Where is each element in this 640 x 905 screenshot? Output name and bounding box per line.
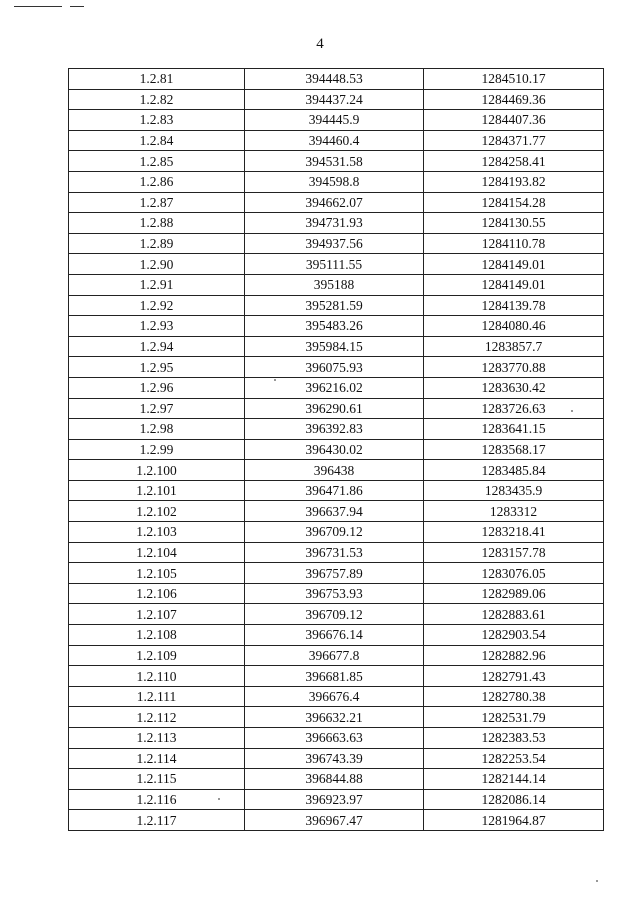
table-row <box>69 625 604 646</box>
y-coordinate-cell: 1284149.01 <box>424 254 604 275</box>
point-number-cell: 1.2.101 <box>69 480 245 501</box>
point-number-cell: 1.2.97 <box>69 398 245 419</box>
table-row <box>69 542 604 563</box>
table-row <box>69 686 604 707</box>
point-number-cell: 1.2.109 <box>69 645 245 666</box>
table-row <box>69 171 604 192</box>
y-coordinate-cell: 1282086.14 <box>424 789 604 810</box>
x-coordinate-cell: 396709.12 <box>245 604 424 625</box>
y-coordinate-cell: 1284510.17 <box>424 69 604 90</box>
table-row <box>69 501 604 522</box>
point-number-cell: 1.2.100 <box>69 460 245 481</box>
table-row <box>69 583 604 604</box>
x-coordinate-cell: 394445.9 <box>245 110 424 131</box>
y-coordinate-cell: 1284371.77 <box>424 130 604 151</box>
y-coordinate-cell: 1284258.41 <box>424 151 604 172</box>
table-row <box>69 377 604 398</box>
y-coordinate-cell: 1283218.41 <box>424 522 604 543</box>
point-number-cell: 1.2.94 <box>69 336 245 357</box>
y-coordinate-cell: 1284149.01 <box>424 274 604 295</box>
point-number-cell: 1.2.108 <box>69 625 245 646</box>
y-coordinate-cell: 1282383.53 <box>424 728 604 749</box>
point-number-cell: 1.2.85 <box>69 151 245 172</box>
y-coordinate-cell: 1283568.17 <box>424 439 604 460</box>
table-row <box>69 398 604 419</box>
y-coordinate-cell: 1282791.43 <box>424 666 604 687</box>
x-coordinate-cell: 396731.53 <box>245 542 424 563</box>
x-coordinate-cell: 394437.24 <box>245 89 424 110</box>
table-row <box>69 769 604 790</box>
x-coordinate-cell: 396075.93 <box>245 357 424 378</box>
x-coordinate-cell: 395111.55 <box>245 254 424 275</box>
y-coordinate-cell: 1284469.36 <box>424 89 604 110</box>
point-number-cell: 1.2.88 <box>69 213 245 234</box>
y-coordinate-cell: 1283770.88 <box>424 357 604 378</box>
y-coordinate-cell: 1283076.05 <box>424 563 604 584</box>
table-row <box>69 130 604 151</box>
y-coordinate-cell: 1284407.36 <box>424 110 604 131</box>
header-rule-right <box>70 6 84 7</box>
table-row <box>69 316 604 337</box>
y-coordinate-cell: 1282989.06 <box>424 583 604 604</box>
x-coordinate-cell: 396471.86 <box>245 480 424 501</box>
x-coordinate-cell: 396923.97 <box>245 789 424 810</box>
x-coordinate-cell: 396632.21 <box>245 707 424 728</box>
point-number-cell: 1.2.96 <box>69 377 245 398</box>
x-coordinate-cell: 396392.83 <box>245 419 424 440</box>
x-coordinate-cell: 396844.88 <box>245 769 424 790</box>
table-row <box>69 110 604 131</box>
point-number-cell: 1.2.113 <box>69 728 245 749</box>
coordinates-table-body <box>69 69 604 831</box>
point-number-cell: 1.2.92 <box>69 295 245 316</box>
page-number: 4 <box>316 36 324 52</box>
scan-speck <box>274 379 276 381</box>
table-row <box>69 439 604 460</box>
x-coordinate-cell: 394598.8 <box>245 171 424 192</box>
y-coordinate-cell: 1284080.46 <box>424 316 604 337</box>
scan-speck <box>218 798 220 800</box>
point-number-cell: 1.2.112 <box>69 707 245 728</box>
point-number-cell: 1.2.87 <box>69 192 245 213</box>
header-rule-left <box>14 6 62 7</box>
point-number-cell: 1.2.110 <box>69 666 245 687</box>
point-number-cell: 1.2.104 <box>69 542 245 563</box>
table-row <box>69 254 604 275</box>
table-row <box>69 233 604 254</box>
x-coordinate-cell: 396753.93 <box>245 583 424 604</box>
point-number-cell: 1.2.103 <box>69 522 245 543</box>
table-row <box>69 810 604 831</box>
point-number-cell: 1.2.84 <box>69 130 245 151</box>
y-coordinate-cell: 1282144.14 <box>424 769 604 790</box>
table-row <box>69 192 604 213</box>
header-rule-marks <box>14 6 84 8</box>
y-coordinate-cell: 1283435.9 <box>424 480 604 501</box>
y-coordinate-cell: 1283641.15 <box>424 419 604 440</box>
x-coordinate-cell: 395281.59 <box>245 295 424 316</box>
y-coordinate-cell: 1282253.54 <box>424 748 604 769</box>
point-number-cell: 1.2.114 <box>69 748 245 769</box>
y-coordinate-cell: 1283312 <box>424 501 604 522</box>
point-number-cell: 1.2.89 <box>69 233 245 254</box>
x-coordinate-cell: 396743.39 <box>245 748 424 769</box>
table-row <box>69 522 604 543</box>
point-number-cell: 1.2.107 <box>69 604 245 625</box>
table-row <box>69 213 604 234</box>
point-number-cell: 1.2.81 <box>69 69 245 90</box>
table-row <box>69 336 604 357</box>
y-coordinate-cell: 1281964.87 <box>424 810 604 831</box>
table-row <box>69 151 604 172</box>
x-coordinate-cell: 396430.02 <box>245 439 424 460</box>
point-number-cell: 1.2.111 <box>69 686 245 707</box>
table-row <box>69 357 604 378</box>
table-row <box>69 69 604 90</box>
y-coordinate-cell: 1284139.78 <box>424 295 604 316</box>
point-number-cell: 1.2.93 <box>69 316 245 337</box>
table-row <box>69 419 604 440</box>
point-number-cell: 1.2.90 <box>69 254 245 275</box>
scan-speck <box>571 410 573 412</box>
point-number-cell: 1.2.106 <box>69 583 245 604</box>
x-coordinate-cell: 396677.8 <box>245 645 424 666</box>
table-row <box>69 707 604 728</box>
y-coordinate-cell: 1283630.42 <box>424 377 604 398</box>
y-coordinate-cell: 1282531.79 <box>424 707 604 728</box>
x-coordinate-cell: 396216.02 <box>245 377 424 398</box>
table-row <box>69 460 604 481</box>
y-coordinate-cell: 1283157.78 <box>424 542 604 563</box>
table-row <box>69 789 604 810</box>
x-coordinate-cell: 394937.56 <box>245 233 424 254</box>
x-coordinate-cell: 396676.14 <box>245 625 424 646</box>
x-coordinate-cell: 396438 <box>245 460 424 481</box>
x-coordinate-cell: 395984.15 <box>245 336 424 357</box>
y-coordinate-cell: 1282903.54 <box>424 625 604 646</box>
point-number-cell: 1.2.95 <box>69 357 245 378</box>
table-row <box>69 274 604 295</box>
point-number-cell: 1.2.116 <box>69 789 245 810</box>
y-coordinate-cell: 1282882.96 <box>424 645 604 666</box>
x-coordinate-cell: 396663.63 <box>245 728 424 749</box>
point-number-cell: 1.2.82 <box>69 89 245 110</box>
y-coordinate-cell: 1284110.78 <box>424 233 604 254</box>
x-coordinate-cell: 396967.47 <box>245 810 424 831</box>
point-number-cell: 1.2.83 <box>69 110 245 131</box>
point-number-cell: 1.2.91 <box>69 274 245 295</box>
y-coordinate-cell: 1282883.61 <box>424 604 604 625</box>
x-coordinate-cell: 396290.61 <box>245 398 424 419</box>
y-coordinate-cell: 1283726.63 <box>424 398 604 419</box>
table-row <box>69 563 604 584</box>
table-row <box>69 666 604 687</box>
point-number-cell: 1.2.105 <box>69 563 245 584</box>
x-coordinate-cell: 396637.94 <box>245 501 424 522</box>
table-row <box>69 748 604 769</box>
point-number-cell: 1.2.98 <box>69 419 245 440</box>
point-number-cell: 1.2.99 <box>69 439 245 460</box>
table-row <box>69 295 604 316</box>
x-coordinate-cell: 394448.53 <box>245 69 424 90</box>
x-coordinate-cell: 394460.4 <box>245 130 424 151</box>
x-coordinate-cell: 396681.85 <box>245 666 424 687</box>
x-coordinate-cell: 395483.26 <box>245 316 424 337</box>
x-coordinate-cell: 396757.89 <box>245 563 424 584</box>
y-coordinate-cell: 1284130.55 <box>424 213 604 234</box>
y-coordinate-cell: 1282780.38 <box>424 686 604 707</box>
y-coordinate-cell: 1283857.7 <box>424 336 604 357</box>
table-row <box>69 604 604 625</box>
x-coordinate-cell: 394662.07 <box>245 192 424 213</box>
table-row <box>69 645 604 666</box>
point-number-cell: 1.2.115 <box>69 769 245 790</box>
table-row <box>69 480 604 501</box>
y-coordinate-cell: 1284193.82 <box>424 171 604 192</box>
point-number-cell: 1.2.102 <box>69 501 245 522</box>
y-coordinate-cell: 1284154.28 <box>424 192 604 213</box>
table-row <box>69 728 604 749</box>
x-coordinate-cell: 396709.12 <box>245 522 424 543</box>
y-coordinate-cell: 1283485.84 <box>424 460 604 481</box>
x-coordinate-cell: 394731.93 <box>245 213 424 234</box>
point-number-cell: 1.2.117 <box>69 810 245 831</box>
coordinates-table <box>68 68 604 831</box>
point-number-cell: 1.2.86 <box>69 171 245 192</box>
x-coordinate-cell: 396676.4 <box>245 686 424 707</box>
x-coordinate-cell: 395188 <box>245 274 424 295</box>
scan-speck <box>596 880 598 882</box>
table-row <box>69 89 604 110</box>
x-coordinate-cell: 394531.58 <box>245 151 424 172</box>
